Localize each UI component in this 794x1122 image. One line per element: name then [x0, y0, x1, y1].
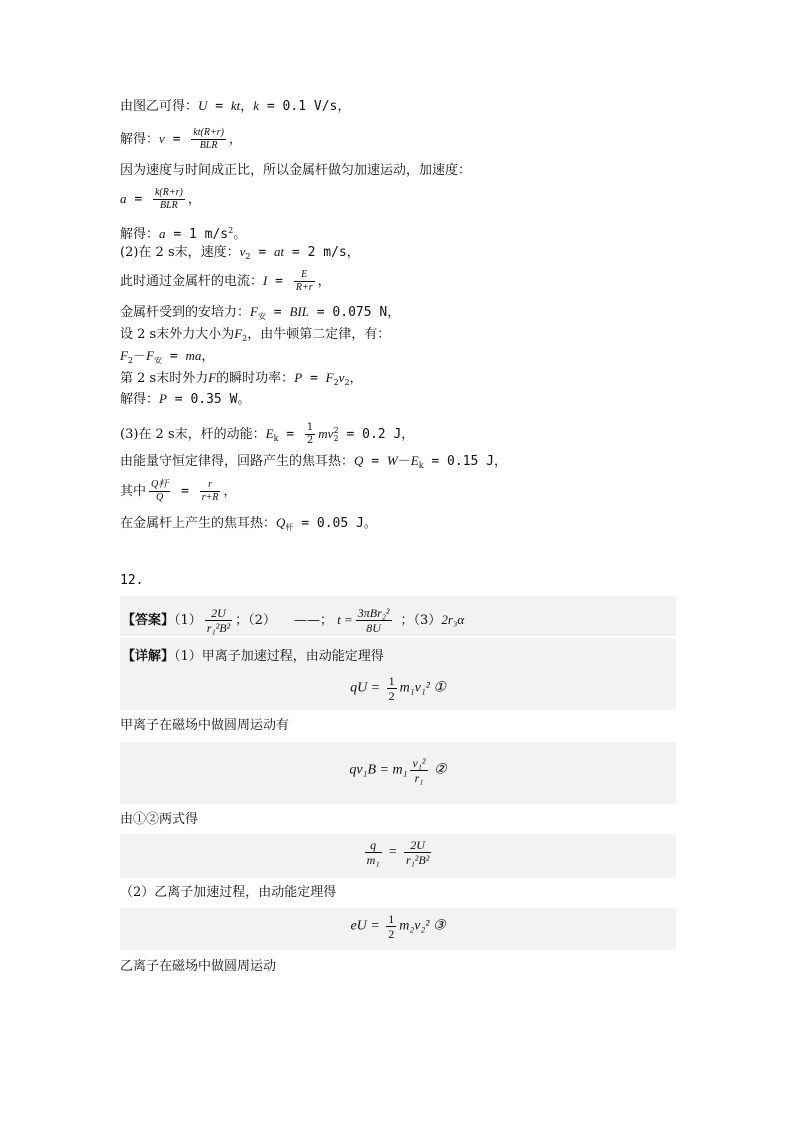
line-11: 第 2 s末时外力F的瞬时功率：$P = F_2v_2$，	[120, 370, 363, 387]
line-5: 解得：a = 1 $m/s^2$。	[120, 226, 247, 242]
answer-line: 【答案】（1） $\frac{2U}{\text{r₁²B²}}$ ；（2） ——； t = $\frac{\text{3πBr₂²}}{8U}$ ；（3）2r₃α	[122, 606, 465, 635]
line-9: 设 2 s末外力大小为$F_2$，由牛顿第二定律，有：	[120, 326, 391, 343]
detail-line: 【详解】（1）甲离子加速过程，由动能定理得	[122, 649, 384, 664]
fraction: $\frac{2U}{\text{r₁²B²}}$	[405, 838, 430, 867]
line-14: 由能量守恒定律得，回路产生的焦耳热：$Q = W-E_k = 0.15$ J，	[120, 453, 508, 470]
line-2: 解得：v = $\frac{kt(R+r)}{\text{BLR}}$ ，	[120, 127, 242, 151]
equation-4-box	[120, 908, 676, 950]
text-5: 乙离子在磁场中做圆周运动	[120, 959, 277, 974]
fraction: $\frac{r}{r+R}$	[201, 479, 219, 503]
line-16: 在金属杆上产生的焦耳热：$Q_杆 = 0.05$ J。	[120, 515, 377, 532]
fraction: $\frac{2U}{\text{r₁²B²}}$	[206, 606, 231, 635]
line-1: 由图乙可得：U = kt，k = 0.1 V/s，	[120, 98, 351, 114]
answer-box	[120, 596, 676, 636]
line-4: a = $\frac{k(R+r)}{\text{BLR}}$ ，	[120, 187, 201, 211]
text-2: 甲离子在磁场中做圆周运动有	[120, 718, 290, 733]
fraction: $\frac{\text{3πBr₂²}}{8U}$	[357, 606, 390, 635]
line-7: 此时通过金属杆的电流：I = $\frac{E}{R+r}$ ，	[120, 269, 331, 293]
fraction: $\frac{1}{2}$	[306, 422, 314, 446]
fraction: $\frac{\text{Q杆}}{Q}$	[151, 479, 169, 503]
detail-box	[120, 638, 676, 710]
fraction: $\frac{k(R+r)}{\text{BLR}}$	[154, 187, 183, 211]
fraction: $\frac{kt(R+r)}{\text{BLR}}$	[193, 127, 224, 151]
line-12: 解得：P = 0.35 W。	[120, 391, 251, 407]
fraction: $\frac{\text{v₁²}}{\text{r₁}}$	[412, 756, 426, 785]
line-6: (2)在 2 s末，速度：$v_2$ = at = 2 m/s，	[120, 244, 360, 261]
line-10: $F_2-F_安$ = ma，	[120, 348, 215, 365]
fraction: $\frac{q}{\text{m₁}}$	[366, 838, 380, 867]
equation-3: $\frac{q}{\text{m₁}}$ = $\frac{2U}{\text{r₁²B²}}$	[366, 838, 430, 867]
equation-2-box	[120, 742, 676, 804]
text-4: （2）乙离子加速过程，由动能定理得	[120, 885, 337, 900]
line-3: 因为速度与时间成正比，所以金属杆做匀加速运动，加速度：	[120, 163, 472, 178]
equation-2: qv₁B = m₁ $\frac{\text{v₁²}}{\text{r₁}}$ ②	[349, 756, 447, 785]
equation-1: qU = $\frac{1}{2}$ m₁v₁² ①	[350, 674, 446, 703]
fraction: $\frac{E}{R+r}$	[295, 269, 313, 293]
line-15: 其中 $\frac{\text{Q杆}}{Q}$ = $\frac{r}{r+R}$ ，	[120, 479, 237, 503]
question-number: 12.	[120, 573, 144, 588]
line-13: (3)在 2 s末，杆的动能：$E_k$ = $\frac{1}{2}$ $mv_2^2 = 0.2$ J，	[120, 422, 415, 446]
fraction: $\frac{1}{2}$	[388, 912, 395, 941]
equation-4: eU = $\frac{1}{2}$ m₂v₂² ③	[350, 912, 446, 941]
text-3: 由①②两式得	[120, 812, 199, 827]
line-8: 金属杆受到的安培力：$F_安$ = BIL = 0.075 N，	[120, 304, 401, 321]
fraction: $\frac{1}{2}$	[388, 674, 395, 703]
equation-3-box	[120, 834, 676, 878]
